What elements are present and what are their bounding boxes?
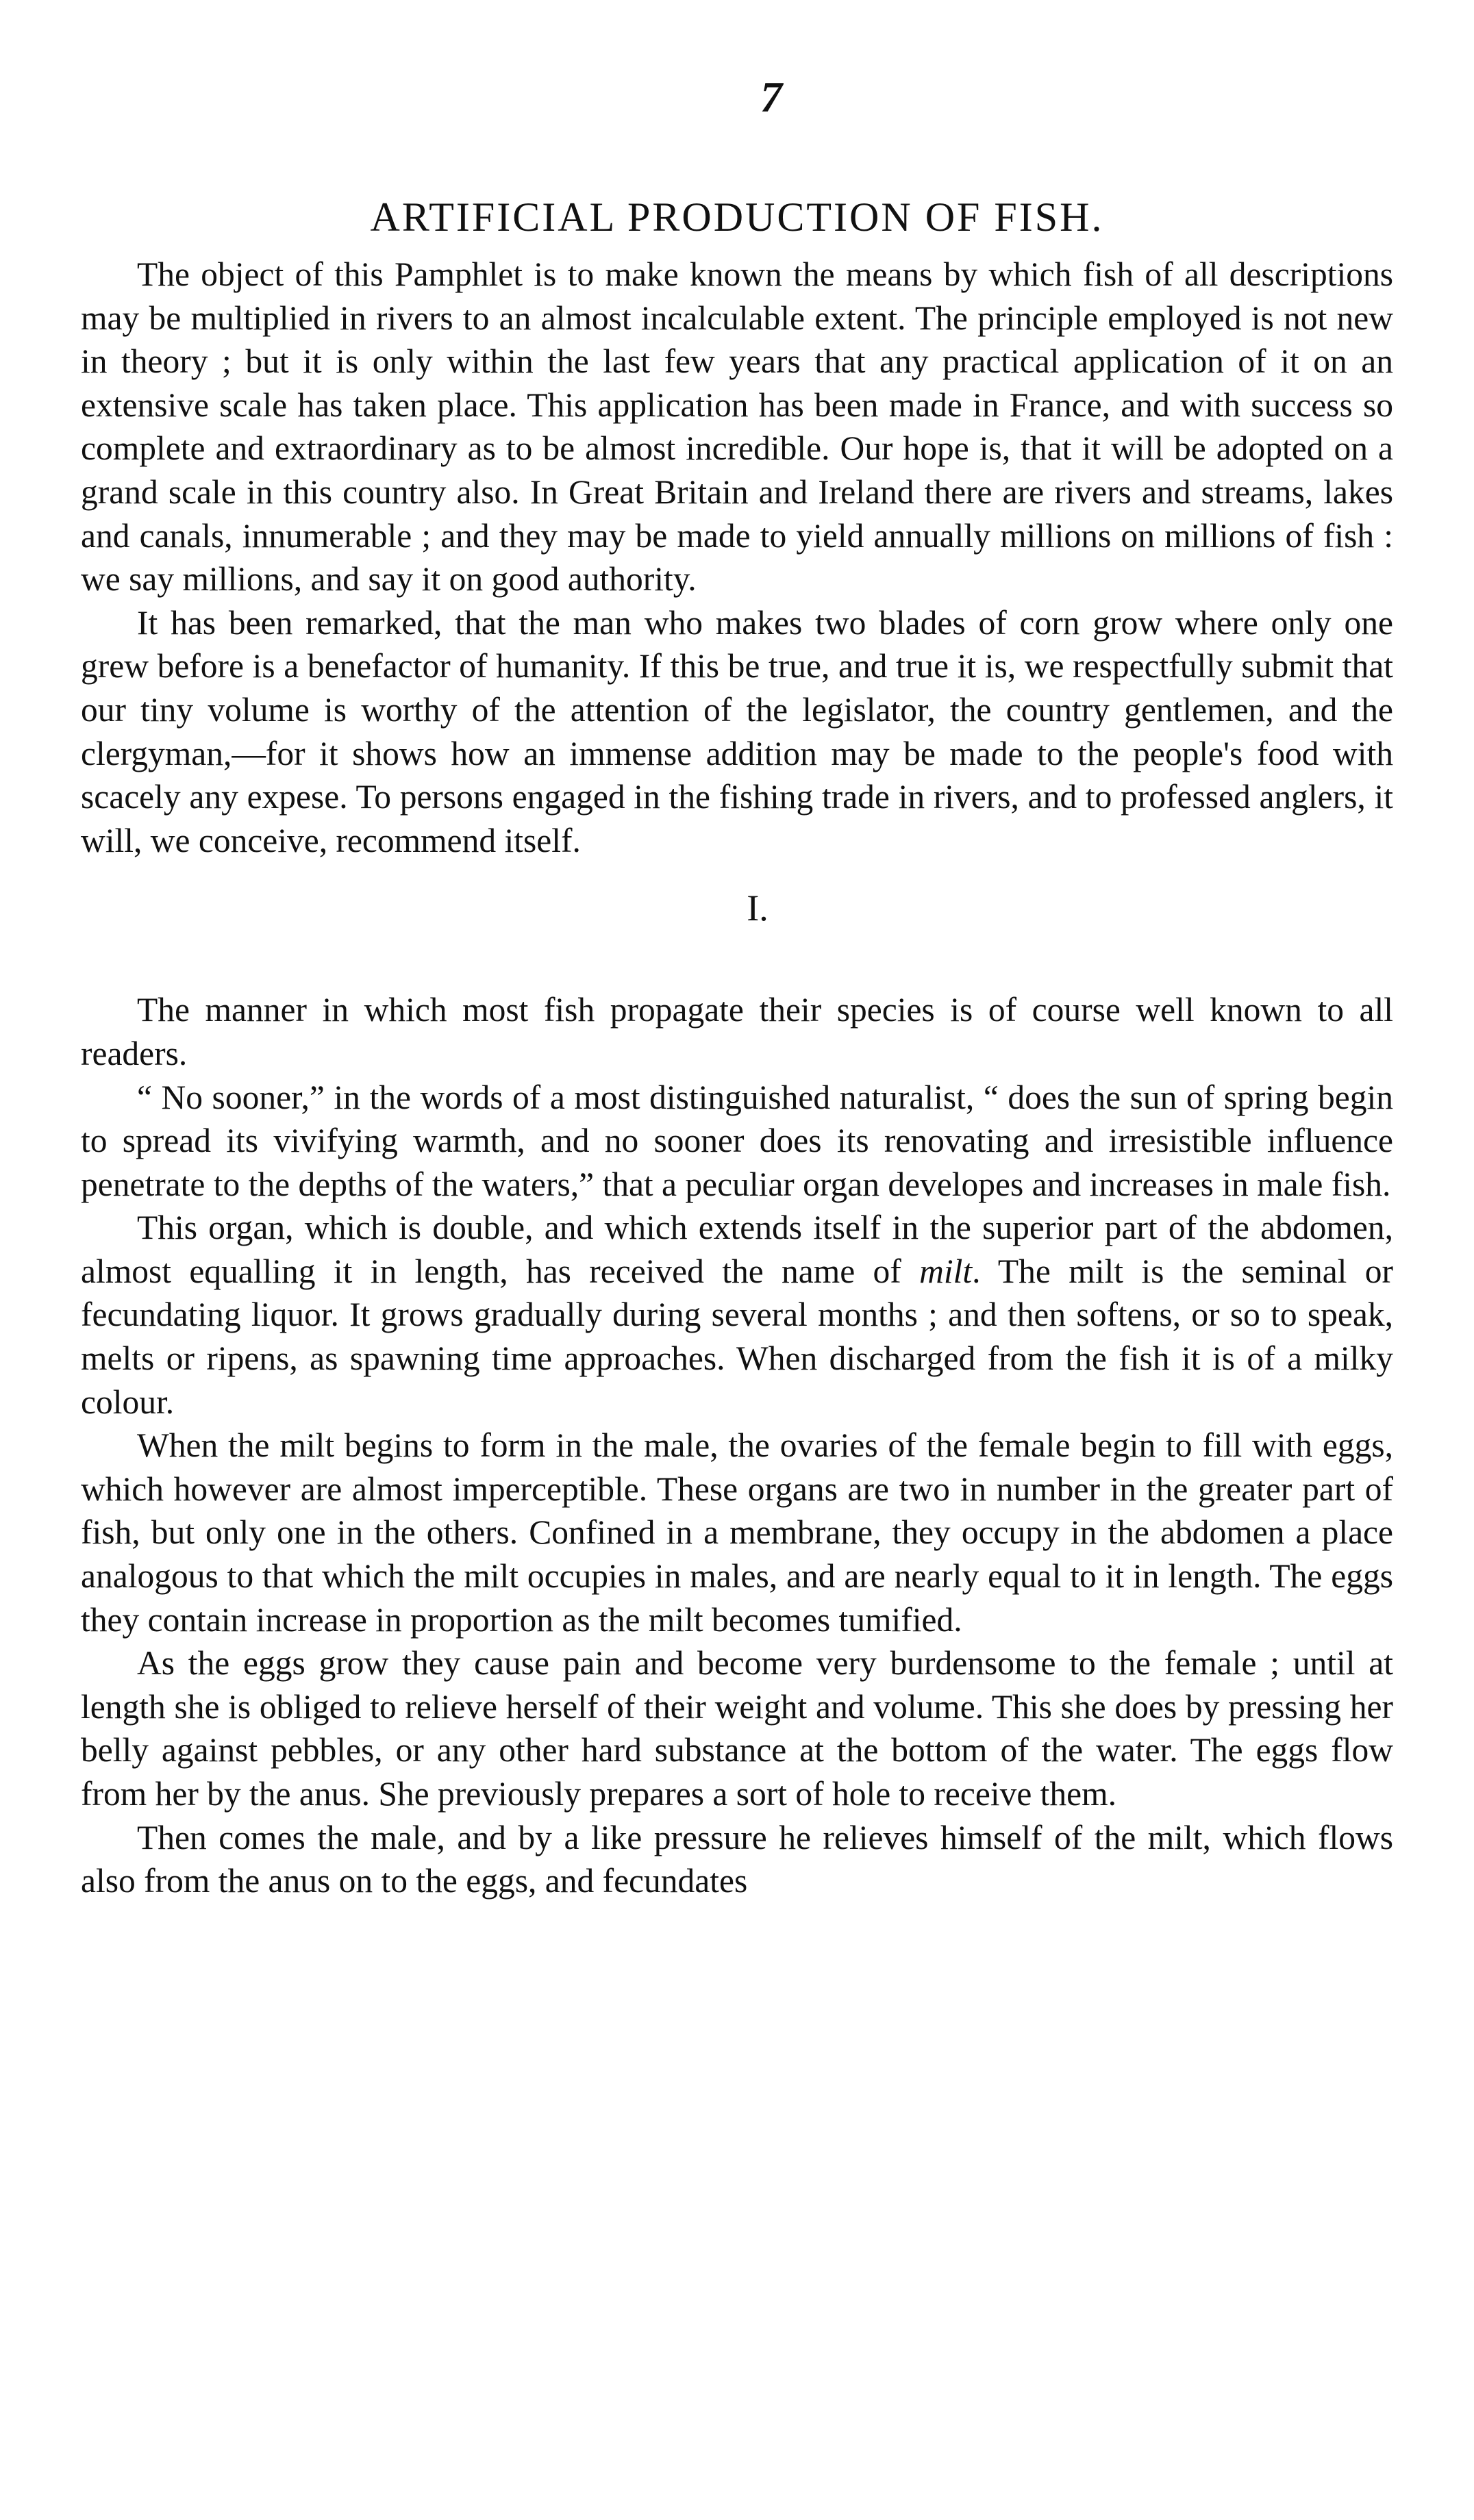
paragraph-text: This organ, which is double, and which extends itself in the superior part of the abdomen, almost equalling it in length, has received the name of [81, 1209, 1393, 1290]
section-paragraph-3 [81, 1206, 1393, 1424]
section-paragraph-6: Then comes the male, and by a like pressure he relieves himself of the milt, which flows also from the anus on to the eggs, and fecundates [81, 1818, 1393, 1900]
section-paragraph-5: As the eggs grow they cause pain and become very burdensome to the female ; until at length she is obliged to relieve herself of their weight and volume. This she does by pressing her belly against pebbles, or any other hard substance at the bottom of the water. The eggs flow from her by the anus. She previously prepares a sort of hole to receive them. [81, 1644, 1393, 1813]
intro-paragraph-1: The object of this Pamphlet is to make known the means by which fish of all descriptions may be multiplied in rivers to an almost incalculable extent. The principle employed is not new in theory ; but it is only within the last few years that any practical application of it on an extensive scale has taken place. This application has been made in France, and with success so complete and extraordinary as to be almost incredible. Our hope is, that it will be adopted on a grand scale in this country also. In Great Britain and Ireland there are rivers and streams, lakes and canals, innumerable ; and they may be made to yield annually millions on millions of fish : we say millions, and say it on good authority. [81, 255, 1393, 598]
page-number: 7 [760, 73, 782, 121]
italic-term-milt: milt [919, 1252, 973, 1290]
page-title: ARTIFICIAL PRODUCTION OF FISH. [370, 194, 1104, 240]
section-paragraph-1: The manner in which most fish propagate their species is of course well known to all readers. [81, 991, 1393, 1072]
paragraph-text: . The milt is the seminal or fecundating liquor. It grows gradually during several months ; and then softens, or so to speak, melts or ripens, as spawning time approaches. When discharged from the fish it is of a milky colour. [81, 1252, 1393, 1421]
section-paragraph-2: “ No sooner,” in the words of a most distinguished naturalist, “ does the sun of spring begin to spread its vivifying warmth, and no sooner does its renovating and irresistible influence penetrate to the depths of the waters,” that a peculiar organ developes and increases in male fish. [81, 1078, 1393, 1203]
section-paragraph-4: When the milt begins to form in the male, the ovaries of the female begin to fill with eggs, which however are almost imperceptible. These organs are two in number in the greater part of fish, but only one in the others. Confined in a membrane, they occupy in the abdomen a place analogous to that which the milt occupies in males, and are nearly equal to it in length. The eggs they contain increase in proportion as the milt becomes tumified. [81, 1426, 1393, 1639]
document-page [81, 75, 1393, 1903]
section-numeral: I. [747, 887, 769, 929]
intro-paragraph-2: It has been remarked, that the man who makes two blades of corn grow where only one grew before is a benefactor of humanity. If this be true, and true it is, we respectfully submit that our tiny volume is worthy of the attention of the legislator, the country gentlemen, and the clergyman,—for it shows how an immense addition may be made to the people's food with scacely any expese. To persons engaged in the fishing trade in rivers, and to professed anglers, it will, we conceive, recommend itself. [81, 603, 1393, 859]
